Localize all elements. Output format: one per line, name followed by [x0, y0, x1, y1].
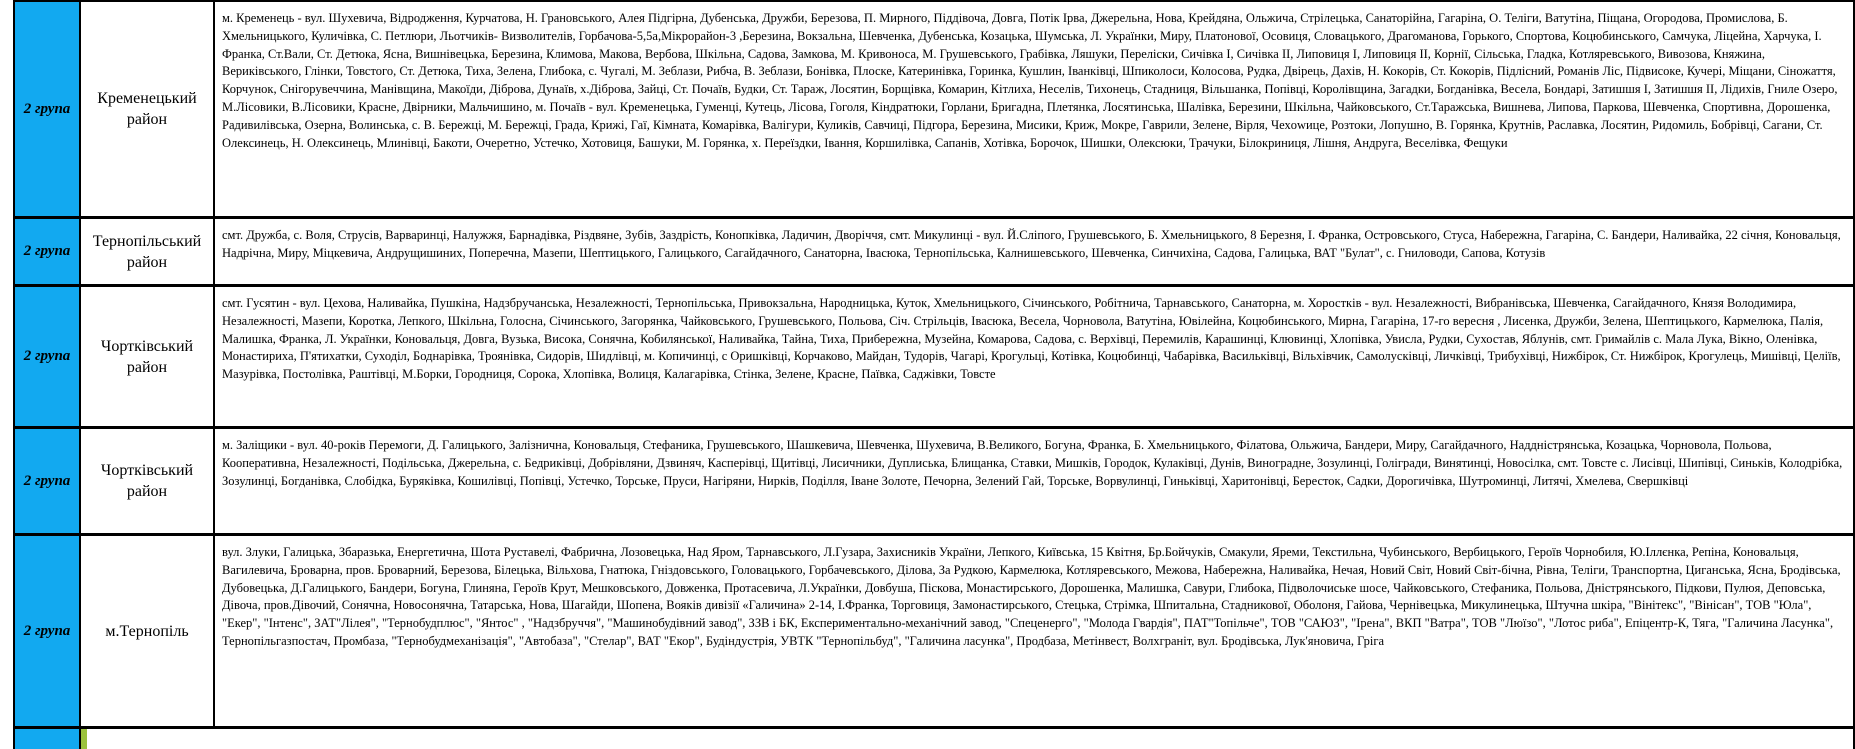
table-row [13, 536, 1855, 729]
highlight-mark [81, 729, 87, 749]
next-row-partial [13, 729, 1855, 749]
group-cell: 2 група [15, 2, 81, 216]
group-cell: 2 група [15, 429, 81, 533]
streets-cell: м. Заліщики - вул. 40-років Перемоги, Д. Галицького, Залізнична, Коновальця, Стефаника, Грушевського, Шашкевича, Шевченка, Шухевича, В.Великого, Богуна, Франка, Б. Хмельницького, Філатова, Ольжича, Бандери, Миру, Сагайдачного, Наддністрянська, Козацька, Чорновола, Польова, Кооперативна, Незалежності, Подільська, Джерельна, с. Бедриківці, Добрівляни, Дзвиняч, Касперівці, Щитівці, Лисичники, Дуплиська, Блищанка, Ставки, Мишків, Городок, Кулаківці, Дунів, Виноградне, Зозулинці, Голігради, Винятинці, Новосілка, смт. Товсте с. Лисівці, Шипівці, Синьків, Колодрібка, Зозулинці, Богданівка, Слобідка, Буряківка, Кошилівці, Попівці, Устечко, Торське, Пруси, Нагіряни, Нирків, Поділля, Іване Золоте, Печорна, Зелений Гай, Торське, Ворвулинці, Гиньківці, Харитонівці, Бересток, Садки, Дорогичівка, Шутроминці, Литячі, Хмелева, Свершківці [222, 438, 1843, 488]
table-row [13, 2, 1855, 219]
streets-cell: вул. Злуки, Галицька, Збаразька, Енергетична, Шота Руставелі, Фабрична, Лозовецька, Над Яром, Тарнавського, Л.Гузара, Захисників України, Лепкого, Київська, 15 Квітня, Бр.Бойчуків, Смакули, Яреми, Текстильна, Чубинського, Вербицького, Героїв Чорнобиля, Ю.Іллєнка, Репіна, Коновальця, Вагилевича, Броварна, пров. Броварний, Березова, Білецька, Вільхова, Гнатюка, Гніздовського, Головацького, Горбачевського, Ділова, За Рудкою, Кармелюка, Котляревського, Межова, Набережна, Наливайка, Нечая, Новий Світ, Новий Світ-бічна, Рівна, Теліги, Транспортна, Циганська, Ясна, Бродівська, Дубовецька, Д.Галицького, Бандери, Богуна, Глиняна, Героїв Крут, Мешковського, Довженка, Протасевича, Л.Українки, Довбуша, Піскова, Монастирського, Дорошенка, Малишка, Савури, Глибока, Підволочиське шосе, Чайковського, Стефаника, Польова, Дністрянського, Підкови, Пулюя, Деповська, Дівоча, пров.Дівочий, Сонячна, Новосонячна, Татарська, Нова, Шагайди, Шопена, Вояків дивізії «Галичина» 2-14, І.Франка, Торговиця, Замонастирського, Стецька, Стрімка, Шпитальна, Стадникової, Оболоня, Гайова, Чернівецька, Микулинецька, Штучна шкіра, "Вінітекс", "Вінісан", ТОВ "Юла", "Екер", "Інтенс", ЗАТ"Лілея", "Тернобудплюс", "Янтос" , "Надзбруччя", "Машинобудівний завод", ЗЗВ і БК, Експериментально-механічний завод, "Спеценерго", "Молода Гвардія", ПАТ"Топільче", ТОВ "САЮЗ", "Ірена", ВКП "Ватра", ТОВ "Люїзо", "Лотос риба", Епіцентр-К, Тяга, "Галичина Ласунка", Тернопільгазпостач, Промбаза, "Тернобудмеханізація", "Автобаза", "Стелар", ВАТ "Екор", Будіндустрія, УВТК "Тернопільбуд", "Галичина ласунка", Продбаза, Метінвест, Волхграніт, вул. Бродівська, Лук'яновича, Гріга [222, 545, 1841, 648]
table-row [13, 287, 1855, 429]
group-cell: 2 група [15, 536, 81, 726]
group-cell: 2 група [15, 219, 81, 284]
group-cell-partial [15, 729, 81, 749]
table-row [13, 219, 1855, 287]
streets-cell: смт. Дружба, с. Воля, Струсів, Варваринці, Налужжя, Барнадівка, Різдвяне, Зубів, Заздрість, Конопківка, Ладичин, Дворіччя, смт. Микулинці - вул. Й.Сліпого, Грушевського, Б. Хмельницького, 8 Березня, І. Франка, Островського, Стуса, Набережна, Гагаріна, С. Бандери, Наливайка, 22 січня, Коновальця, Надрічна, Миру, Міцкевича, Андрущишиних, Поперечна, Мазепи, Шептицького, Галицького, Сагайдачного, Санаторна, Івасюка, Тернопільська, Калнишевського, Шевченка, Синчихіна, Садова, Галицька, ВАТ "Булат", с. Гниловоди, Сапова, Котузів [222, 228, 1841, 260]
district-cell: м.Тернопіль [81, 536, 215, 726]
streets-cell: смт. Гусятин - вул. Цехова, Наливайка, Пушкіна, Надзбручанська, Незалежності, Тернопільська, Привокзальна, Народницька, Куток, Хмельницького, Січинського, Робітнича, Тарнавського, Санаторна, м. Хоростків - вул. Незалежності, Вибранівська, Шевченка, Сагайдачного, Князя Володимира, Незалежності, Мазепи, Коротка, Лепкого, Шкільна, Голосна, Січинського, Загорянка, Чайковського, Грушевського, Польова, Січ. Стрільців, Івасюка, Весела, Чорновола, Ватутіна, Ювілейна, Коцюбинського, Мирна, Гагаріна, 17-го вересня , Лисенка, Дружби, Зелена, Шептицького, Кармелюка, Палія, Малишка, Франка, Л. Українки, Коновальця, Довга, Вузька, Висока, Сонячна, Кобилянської, Наливайка, Тайна, Тиха, Прибережна, Музейна, Комарова, Садова, с. Верхівці, Перемилів, Карашинці, Клювинці, Хлопівка, Увисла, Рудки, Сухостав, Яблунів, смт. Гримайлів с. Мала Лука, Вікно, Оленівка, Монастириха, П'ятихатки, Суходіл, Боднарівка, Троянівка, Сидорів, Шидлівці, м. Копичинці, с Оришківці, Корчаково, Майдан, Тудорів, Чагарі, Крогульці, Котівка, Коцюбинці, Чабарівка, Васильківці, Вільхівчик, Самолусківці, Личківці, Трибухівці, Нижбірок, Ст. Нижбірок, Крогулець, Мишівці, Целіїв, Мазурівка, Постолівка, Раштівці, М.Борки, Городниця, Сорока, Хлопівка, Волиця, Калагарівка, Стінка, Зелене, Красне, Паївка, Саджівки, Товсте [222, 296, 1841, 382]
district-cell: Чортківський район [81, 287, 215, 426]
district-cell: Тернопільський район [81, 219, 215, 284]
group-cell: 2 група [15, 287, 81, 426]
district-cell: Чортківський район [81, 429, 215, 533]
district-cell: Кременецький район [81, 2, 215, 216]
table-row [13, 429, 1855, 536]
outage-schedule-table [13, 0, 1855, 749]
streets-cell: м. Кременець - вул. Шухевича, Відродження, Курчатова, Н. Грановського, Алея Підгірна, Дубенська, Дружби, Березова, П. Мирного, Піддівоча, Довга, Потік Ірва, Джерельна, Нова, Крейдяна, Ольжича, Стрілецька, Санаторійна, Гагаріна, О. Теліги, Ватутіна, Піщана, Огородова, Промислова, Б. Хмельницького, Куличівка, С. Петлюри, Льотчиків- Визволителів, Горбачова-5,5а,Мікрорайон-3 ,Березина, Вокзальна, Шевченка, Дубенська, Козацька, Шумська, Л. Українки, Миру, Платонової, Осовиця, Словацького, Драгоманова, Горького, Спортова, Коцюбинського, Самчука, Ліцейна, Харчука, І. Франка, Ст.Вали, Ст. Детюка, Ясна, Вишнівецька, Березина, Климова, Макова, Вербова, Шкільна, Садова, Замкова, М. Кривоноса, М. Грушевського, Грабівка, Ляшуки, Переліски, Сичівка І, Сичівка ІІ, Липовиця І, Липовиця ІІ, Корнії, Сільська, Гладка, Котляревського, Вивозова, Княжина, Вериківського, Глінки, Товстого, Ст. Детюка, Тиха, Зелена, Глибока, с. Чугалі, М. Зеблази, Рибча, В. Зеблази, Бонівка, Плоске, Катеринівка, Горинка, Кушлин, Іванківці, Шпиколоси, Колосова, Рудка, Двірець, Дахів, Н. Кокорів, Ст. Кокорів, Підлісний, Романів Ліс, Підвисоке, Кучері, Міщани, Сіножаття, Корчунок, Снігорувеччина, Манівщина, Макоїди, Діброва, Дунаїв, х.Діброва, Зайці, Ст. Почаїв, Будки, Ст. Тараж, Лосятин, Борщівка, Комарин, Кітлиха, Неселів, Тихонець, Стадниця, Вільшанка, Попівці, Королівщина, Загадки, Богданівка, Весела, Бондарі, Затишшя І, Затишшя ІІ, Лідихів, Гниле Озеро, М.Лісовики, В.Лісовики, Красне, Двірники, Мальчишино, м. Почаїв - вул. Кременецька, Гуменці, Кутець, Лісова, Гоголя, Кіндратюки, Горлани, Бригадна, Плетянка, Лосятинська, Шалівка, Березини, Шкільна, Чайковського, Ст.Таражська, Вишнева, Липова, Паркова, Шевченка, Спортивна, Дорошенка, Радивилівська, Озерна, Волинська, с. В. Бережці, М. Бережці, Града, Крижі, Гаї, Кімната, Комарівка, Валігури, Куликів, Савчиці, Підгора, Березина, Мисики, Криж, Мокре, Гаврили, Зелене, Вірля, Чехowице, Розтоки, Лопушно, В. Горянка, Крутнів, Раславка, Лосятин, Ридомиль, Бобрівці, Сагани, Ст. Олексинець, Н. Олексинець, Млинівці, Бакоти, Очеретно, Устечко, Хотовиця, Башуки, М. Горянка, х. Переїздки, Івання, Коршилівка, Сапанів, Хотівка, Борочок, Шишки, Олексюки, Трачуки, Білокриниця, Лішня, Андруга, Веселівка, Фещуки [222, 11, 1838, 150]
